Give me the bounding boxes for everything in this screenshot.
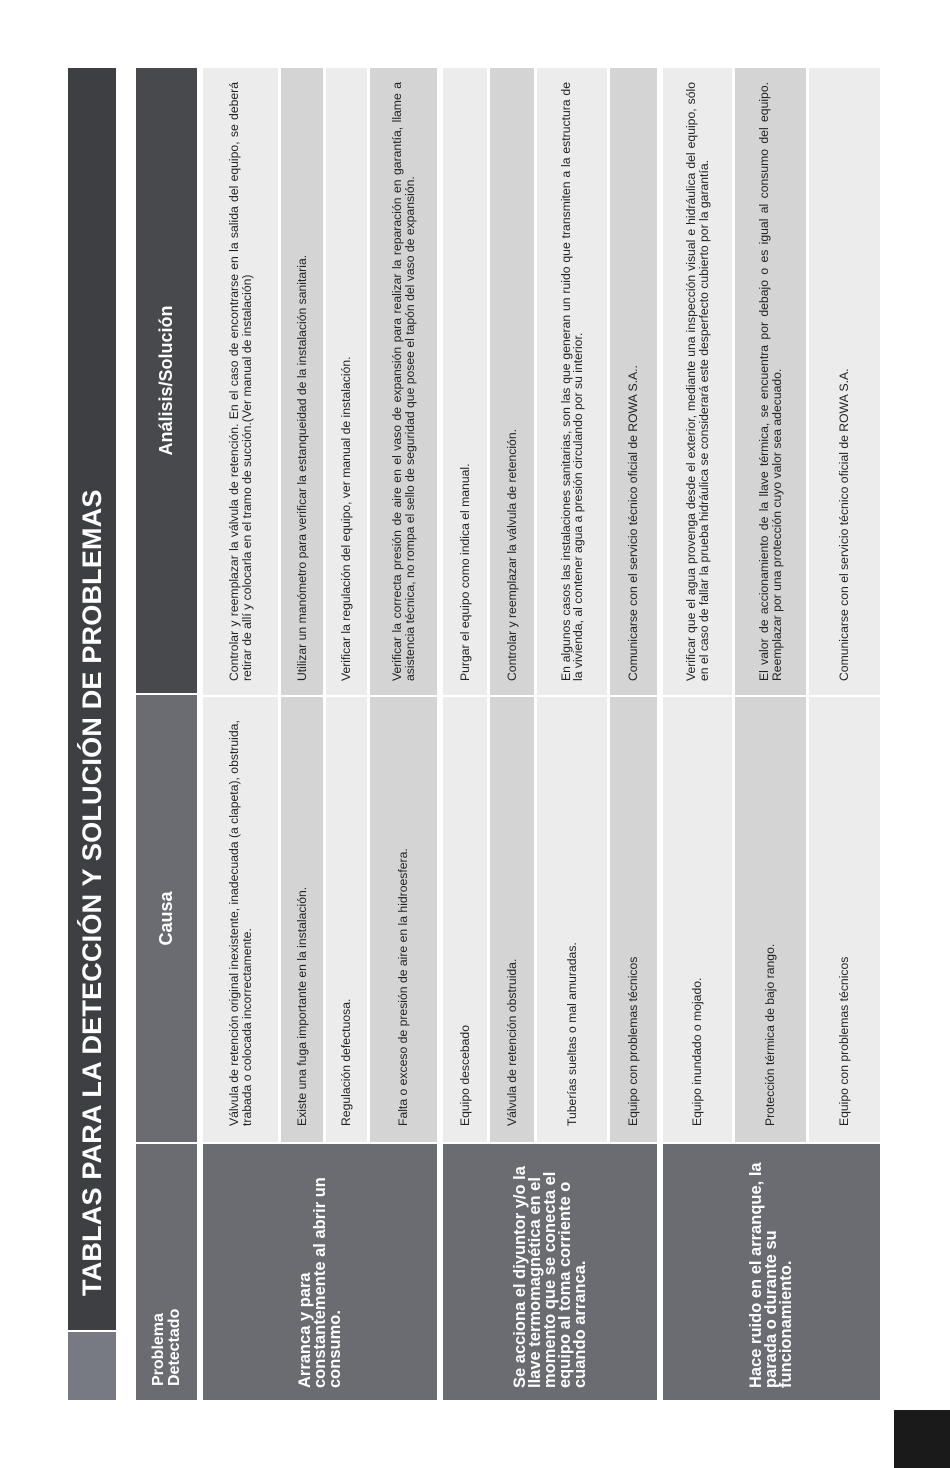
table-row — [732, 68, 806, 1142]
cause-cell: Regulación defectuosa. — [326, 697, 367, 1142]
solution-cell: Comunicarse con el servicio técnico oficial de ROWA S.A.. — [610, 68, 657, 695]
table-row — [806, 68, 880, 1142]
solution-cell: Purgar el equipo como indica el manual. — [443, 68, 487, 695]
cause-cell: Tuberías sueltas o mal amuradas. — [537, 697, 607, 1142]
table-row — [278, 68, 323, 1142]
table-row — [323, 68, 367, 1142]
page-title: TABLAS PARA LA DETECCIÓN Y SOLUCIÓN DE PROBLEMAS — [68, 68, 116, 1330]
problem-group — [197, 68, 437, 1400]
problem-label: Hace ruido en el arranque, la parada o durante su funcionamiento. — [663, 1144, 880, 1400]
solution-cell: Utilizar un manómetro para verificar la estanqueidad de la instalación sanitaria. — [281, 68, 323, 695]
solution-cell: Verificar la correcta presión de aire en el vaso de expansión para realizar la reparación en garantía, llame a asistencia técnica, no rompa el sello de seguridad que posee el tapón del vaso de expansión. — [370, 68, 437, 695]
cause-cell: Falta o exceso de presión de aire en la hidroesfera. — [370, 697, 437, 1142]
table-row — [367, 68, 437, 1142]
header-analisis: Análisis/Solución — [136, 68, 197, 693]
page-edge-tab — [894, 1410, 950, 1468]
solution-cell: Comunicarse con el servicio técnico oficial de ROWA S.A. — [809, 68, 880, 695]
problem-rows — [663, 68, 880, 1142]
cause-cell: Válvula de retención original inexistente, inadecuada (a clapeta), obstruida, trabada o colocada incorrectamente. — [203, 697, 278, 1142]
solution-cell: Verificar que el agua provenga desde el exterior, mediante una inspección visual e hidráulica del equipo, sólo en el caso de fallar la prueba hidráulica se considerará este desperfecto cubierto por la garantía. — [663, 68, 732, 695]
troubleshooting-table — [136, 68, 880, 1400]
title-band — [68, 68, 116, 1400]
problem-group — [657, 68, 880, 1400]
table-row — [607, 68, 657, 1142]
table-row — [443, 68, 487, 1142]
table-row — [203, 68, 278, 1142]
table-row — [534, 68, 607, 1142]
problem-rows — [203, 68, 437, 1142]
cause-cell: Válvula de retención obstruida. — [490, 697, 534, 1142]
problem-group — [437, 68, 657, 1400]
header-problema-label: Problema Detectado — [149, 1308, 183, 1386]
problem-label: Arranca y para constantemente al abrir un consumo. — [203, 1144, 437, 1400]
header-problema — [136, 1144, 197, 1400]
solution-cell: El valor de accionamiento de la llave térmica, se encuentra por debajo o es igual al consumo del equipo. Reemplazar por una protección cuyo valor sea adecuado. — [735, 68, 806, 695]
problem-rows — [443, 68, 657, 1142]
solution-cell: Controlar y reemplazar la válvula de retención. — [490, 68, 534, 695]
table-row — [487, 68, 534, 1142]
cause-cell: Existe una fuga importante en la instalación. — [281, 697, 323, 1142]
cause-cell: Equipo inundado o mojado. — [663, 697, 732, 1142]
cause-cell: Equipo con problemas técnicos — [610, 697, 657, 1142]
cause-cell: Protección térmica de bajo rango. — [735, 697, 806, 1142]
solution-cell: Controlar y reemplazar la válvula de retención. En el caso de encontrarse en la salida del equipo, se deberá retirar de allí y colocarla en el tramo de succión.(Ver manual de instalación) — [203, 68, 278, 695]
cause-cell: Equipo descebado — [443, 697, 487, 1142]
cause-cell: Equipo con problemas técnicos — [809, 697, 880, 1142]
table-row — [663, 68, 732, 1142]
solution-cell: Verificar la regulación del equipo, ver manual de instalación. — [326, 68, 367, 695]
problem-label: Se acciona el diyuntor y/o la llave termomagnética en el momento que se conecta el equipo al toma corriente o cuando arranca. — [443, 1144, 657, 1400]
solution-cell: En algunos casos las instalaciones sanitarias, son las que generan un ruido que transmiten a la estructura de la vivienda, al contener agua a presión circulando por su interior. — [537, 68, 607, 695]
title-accent-block — [68, 1332, 116, 1400]
header-causa: Causa — [136, 695, 197, 1142]
table-header — [136, 68, 197, 1400]
